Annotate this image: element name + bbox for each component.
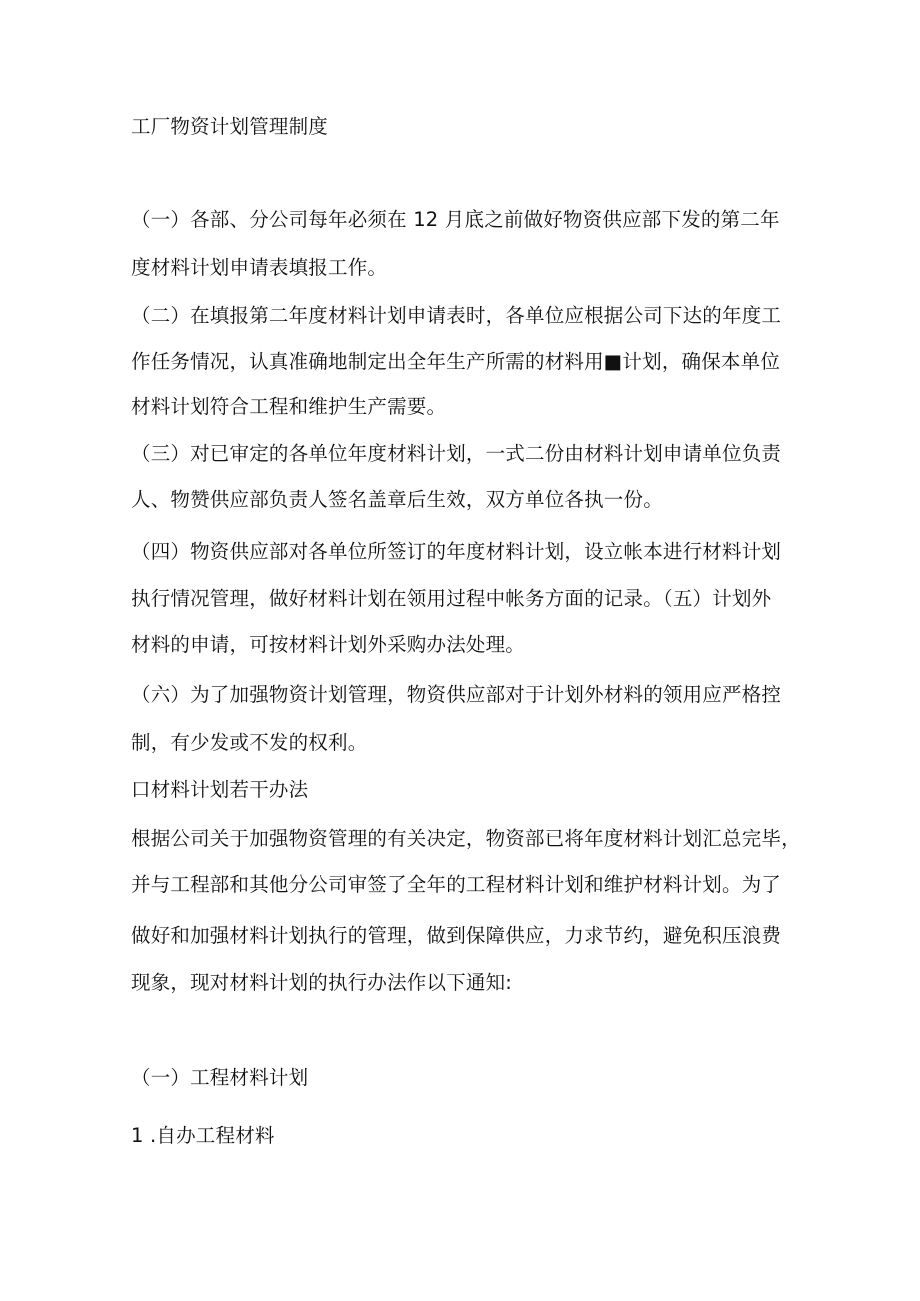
paragraph-line: （三）对已审定的各单位年度材料计划，一式二份由材料计划申请单位负责 — [131, 442, 782, 465]
paragraph-line: 材料计划符合工程和维护生产需要。 — [131, 395, 447, 418]
subsection-heading: （一）工程材料计划 — [131, 1066, 309, 1089]
paragraph-line: （四）物资供应部对各单位所签订的年度材料计划，设立帐本进行材料计划 — [131, 540, 782, 563]
paragraph-line: 作任务情况，认真准确地制定出全年生产所需的材料用■计划，确保本单位 — [131, 350, 781, 373]
paragraph-line: 现象，现对材料计划的执行办法作以下通知: — [131, 971, 513, 994]
paragraph-line: 制，有少发或不发的权利。 — [131, 731, 368, 754]
paragraph-line: 做好和加强材料计划执行的管理，做到保障供应，力求节约，避免积压浪费 — [131, 924, 782, 947]
paragraph-line: 人、物赞供应部负责人签名盖章后生效，双方单位各执一份。 — [131, 488, 663, 511]
list-item-heading: 1 .自办工程材料 — [131, 1124, 275, 1147]
document-title: 工厂物资计划管理制度 — [131, 115, 329, 138]
paragraph-line: （一）各部、分公司每年必须在 12 月底之前做好物资供应部下发的第二年 — [131, 208, 780, 231]
paragraph-line: （六）为了加强物资计划管理，物资供应部对于计划外材料的领用应严格控 — [131, 683, 782, 706]
paragraph-line: 材料的申请，可按材料计划外采购办法处理。 — [131, 633, 526, 656]
section-heading: 口材料计划若干办法 — [131, 778, 309, 801]
paragraph-line: 并与工程部和其他分公司审签了全年的工程材料计划和维护材料计划。为了 — [131, 873, 782, 896]
paragraph-line: （二）在填报第二年度材料计划申请表时，各单位应根据公司下达的年度工 — [131, 304, 782, 327]
paragraph-line: 执行情况管理，做好材料计划在领用过程中帐务方面的记录。（五）计划外 — [131, 587, 772, 610]
paragraph-line: 根据公司关于加强物资管理的有关决定，物资部已将年度材料计划汇总完毕， — [131, 827, 801, 850]
paragraph-line: 度材料计划申请表填报工作。 — [131, 256, 388, 279]
